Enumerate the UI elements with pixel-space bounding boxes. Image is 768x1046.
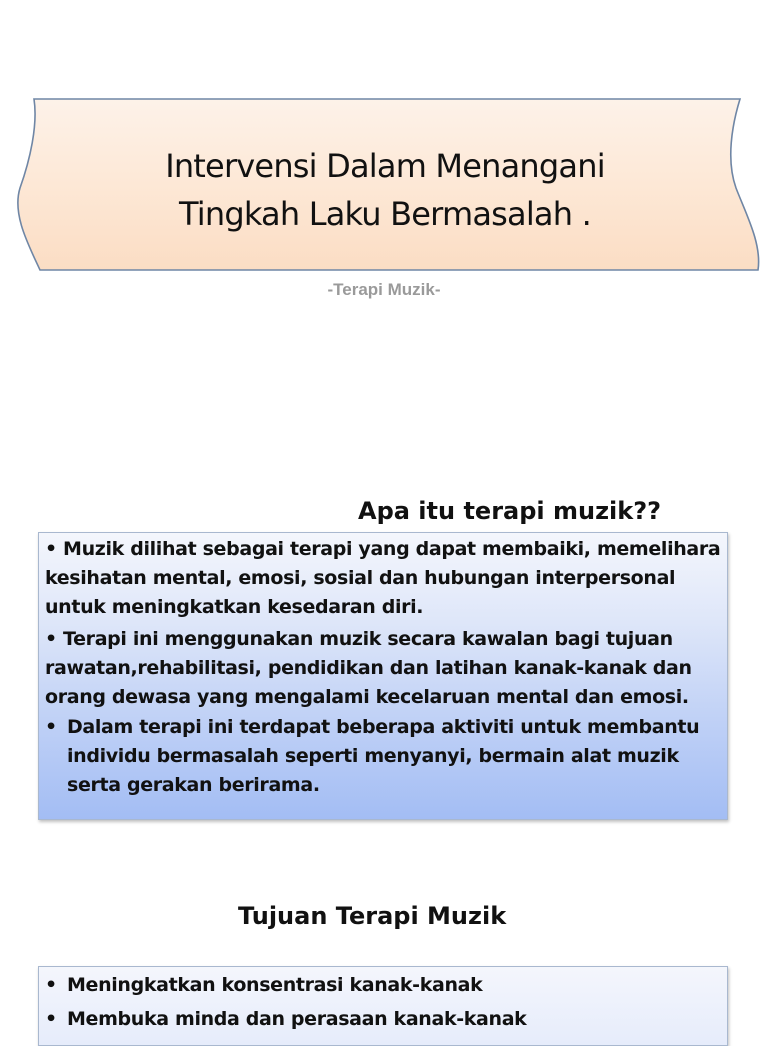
section-heading-purpose: Tujuan Terapi Muzik xyxy=(238,902,507,930)
bullet-icon: • xyxy=(45,1008,57,1030)
page-title xyxy=(60,142,710,238)
definition-bullet-3-text: Dalam terapi ini terdapat beberapa aktiviti untuk membantu individu bermasalah seperti menyanyi, bermain alat muzik serta gerakan berirama. xyxy=(67,716,700,796)
definition-paragraph-2: • Terapi ini menggunakan muzik secara kawalan bagi tujuan rawatan,rehabilitasi, pendidikan dan latihan kanak-kanak dan orang dewasa yang mengalami kecelaruan mental dan emosi. xyxy=(45,628,692,708)
definition-bullet-3 xyxy=(45,713,723,800)
section-heading-what-is: Apa itu terapi muzik?? xyxy=(358,497,662,525)
page-title-line-1: Intervensi Dalam Menangani xyxy=(165,147,605,185)
definition-paragraph-1: • Muzik dilihat sebagai terapi yang dapat membaiki, memelihara kesihatan mental, emosi, sosial dan hubungan interpersonal untuk meningkatkan kesedaran diri. xyxy=(45,538,721,618)
bullet-icon: • xyxy=(45,716,57,738)
purpose-bullet-2 xyxy=(45,1005,723,1034)
definition-box xyxy=(38,532,728,820)
page-title-line-2: Tingkah Laku Bermasalah . xyxy=(179,195,591,233)
purpose-bullet-2-text: Membuka minda dan perasaan kanak-kanak xyxy=(67,1008,527,1030)
purpose-bullet-1-text: Meningkatkan konsentrasi kanak-kanak xyxy=(67,974,483,996)
page-subtitle: -Terapi Muzik- xyxy=(327,280,441,299)
purpose-bullet-1 xyxy=(45,971,723,1000)
purpose-box xyxy=(38,966,728,1046)
bullet-icon: • xyxy=(45,974,57,996)
